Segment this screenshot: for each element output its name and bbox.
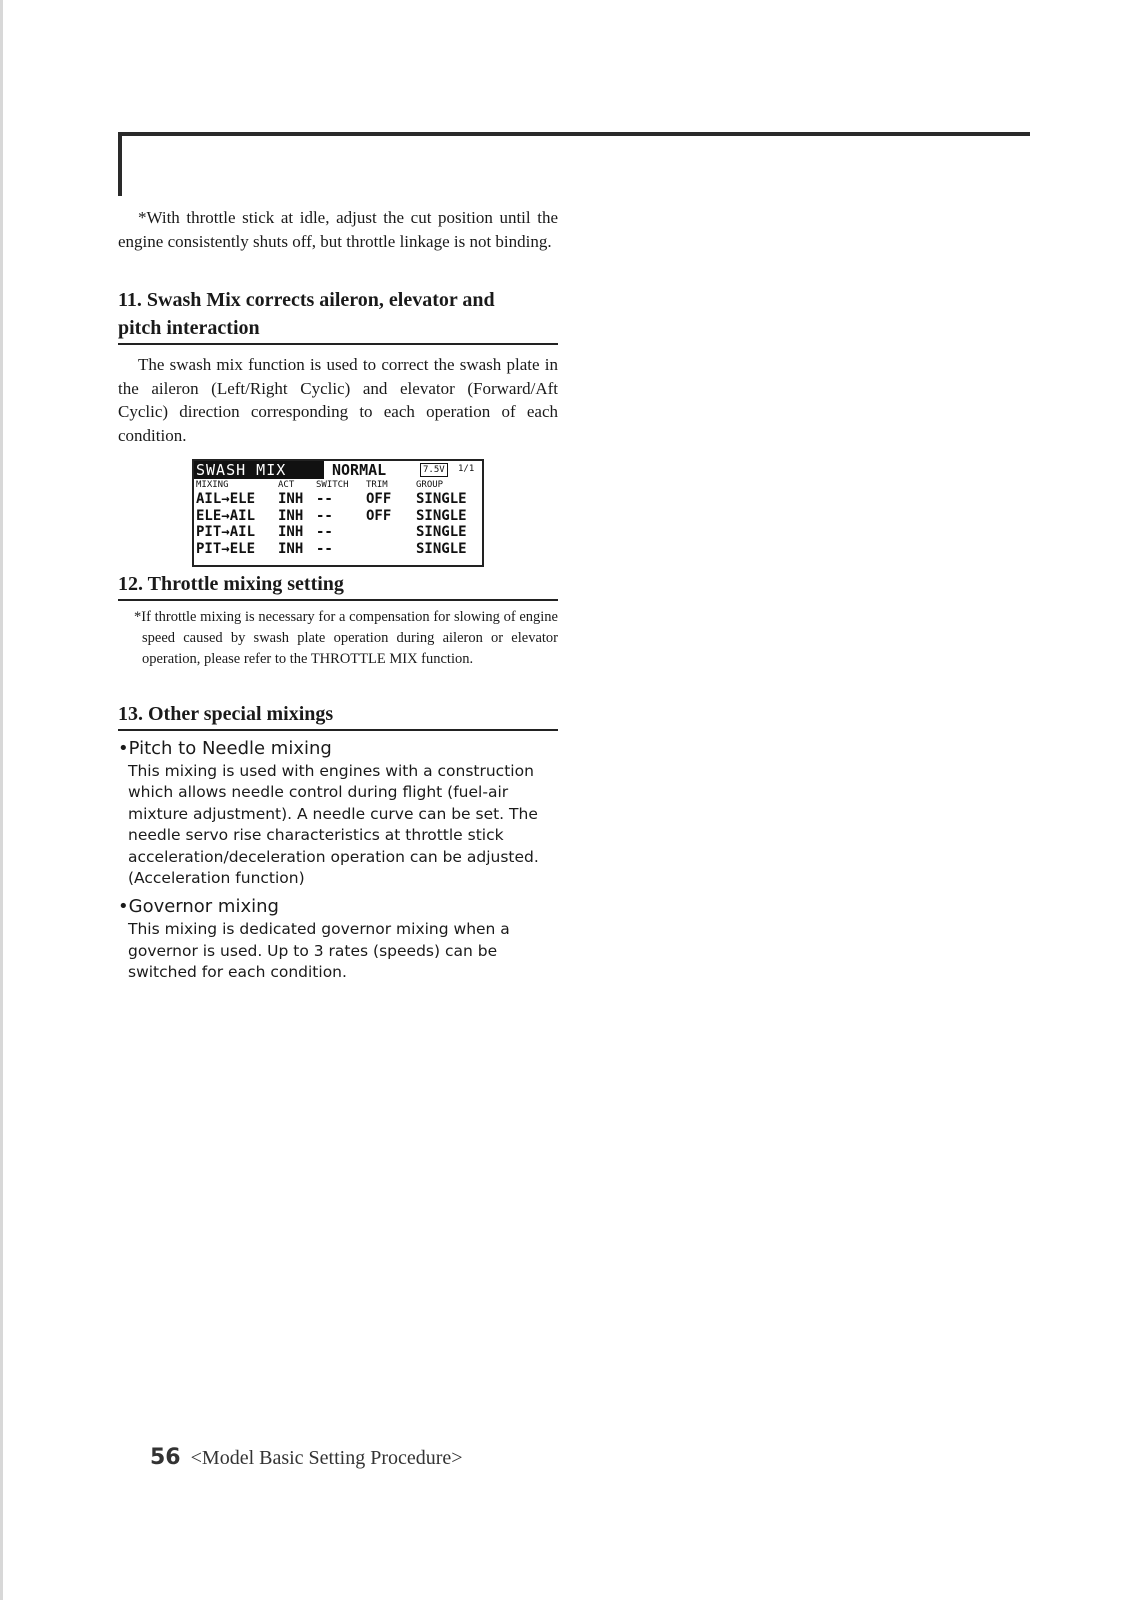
section-12: [118, 570, 558, 670]
lcd-top-bar: [194, 461, 482, 479]
section-11-heading-line1: 11. Swash Mix corrects aileron, elevator and: [118, 289, 495, 311]
intro-note-block: [118, 206, 558, 253]
lcd-row: [194, 524, 482, 541]
section-11-heading-2: [118, 314, 558, 345]
lcd-header-group: GROUP: [416, 480, 444, 490]
lcd-cell-group: SINGLE: [416, 540, 467, 557]
footer-title: <Model Basic Setting Procedure>: [190, 1447, 463, 1469]
lcd-cell-switch: --: [316, 540, 333, 557]
lcd-header-switch: SWITCH: [316, 480, 349, 490]
section-13-heading: [118, 700, 558, 731]
section-12-heading: [118, 570, 558, 601]
lcd-header-trim: TRIM: [366, 480, 388, 490]
pitch-needle-body: This mixing is used with engines with a construction which allows needle control during flight (fuel-air mixture adjustment). A needle curve can be set. The needle servo rise characteristics at throttle stick acceleration/deceleration operation can be adjusted. (Acceleration function): [128, 762, 539, 888]
lcd-voltage: 7.5V: [420, 463, 448, 477]
header-rule: [118, 132, 1030, 136]
governor-body: This mixing is dedicated governor mixing when a governor is used. Up to 3 rates (speeds) can be switched for each condition.: [128, 920, 510, 982]
lcd-cell-mixing: PIT→AIL: [196, 524, 256, 540]
lcd-cell-mixing: PIT→ELE: [196, 540, 256, 557]
lcd-row: [194, 491, 482, 508]
section-11-body: [118, 353, 558, 447]
governor-title: •Governor mixing: [118, 896, 279, 918]
lcd-cell-switch: --: [316, 491, 333, 507]
lcd-cell-group: SINGLE: [416, 507, 467, 524]
lcd-cell-act: INH: [278, 491, 304, 507]
lcd-cell-mixing: ELE→AIL: [196, 507, 256, 524]
page-footer: [150, 1444, 463, 1472]
lcd-cell-act: INH: [278, 507, 304, 524]
section-11-body-text: The swash mix function is used to correct the swash plate in the aileron (Left/Right Cyclic) and elevator (Forward/Aft Cyclic) direction corresponding to each operation of each condition.: [118, 355, 558, 445]
lcd-header-act: ACT: [278, 480, 295, 490]
lcd-cell-act: INH: [278, 524, 304, 540]
page-edge: [0, 0, 3, 1600]
lcd-title: SWASH MIX: [194, 461, 324, 479]
lcd-page: 1/1: [458, 464, 475, 474]
section-12-heading-text: 12. Throttle mixing setting: [118, 573, 344, 595]
lcd-cell-group: SINGLE: [416, 491, 467, 507]
lcd-cell-switch: --: [316, 507, 333, 524]
special-mixing-item: [118, 737, 558, 889]
lcd-cell-mixing: AIL→ELE: [196, 491, 256, 507]
special-mixing-item: [118, 895, 558, 983]
pitch-needle-title: •Pitch to Needle mixing: [118, 738, 332, 759]
swash-mix-lcd-screen: [192, 459, 484, 567]
lcd-row: [194, 541, 482, 558]
intro-note: [118, 206, 558, 253]
section-13: [118, 700, 558, 984]
lcd-cell-switch: --: [316, 524, 333, 540]
section-12-note: *If throttle mixing is necessary for a compensation for slowing of engine speed caused by swash plate operation during aileron or elevator operation, please refer to the THROTTLE MIX function.: [134, 609, 558, 667]
intro-note-text: *With throttle stick at idle, adjust the cut position until the engine consistently shuts off, but throttle linkage is not binding.: [118, 208, 558, 251]
section-11-heading-line2: pitch interaction: [118, 317, 260, 339]
page-number: 56: [150, 1445, 181, 1470]
header-tick: [118, 132, 122, 196]
lcd-header-mixing: MIXING: [196, 480, 229, 490]
lcd-condition: NORMAL: [332, 461, 387, 479]
lcd-cell-act: INH: [278, 540, 304, 557]
section-11: [118, 286, 558, 447]
lcd-row: [194, 508, 482, 525]
lcd-cell-group: SINGLE: [416, 524, 467, 540]
section-11-heading: [118, 286, 558, 314]
lcd-cell-trim: OFF: [366, 507, 392, 524]
section-13-heading-text: 13. Other special mixings: [118, 703, 334, 725]
lcd-cell-trim: OFF: [366, 491, 392, 507]
lcd-column-headers: [194, 479, 482, 491]
